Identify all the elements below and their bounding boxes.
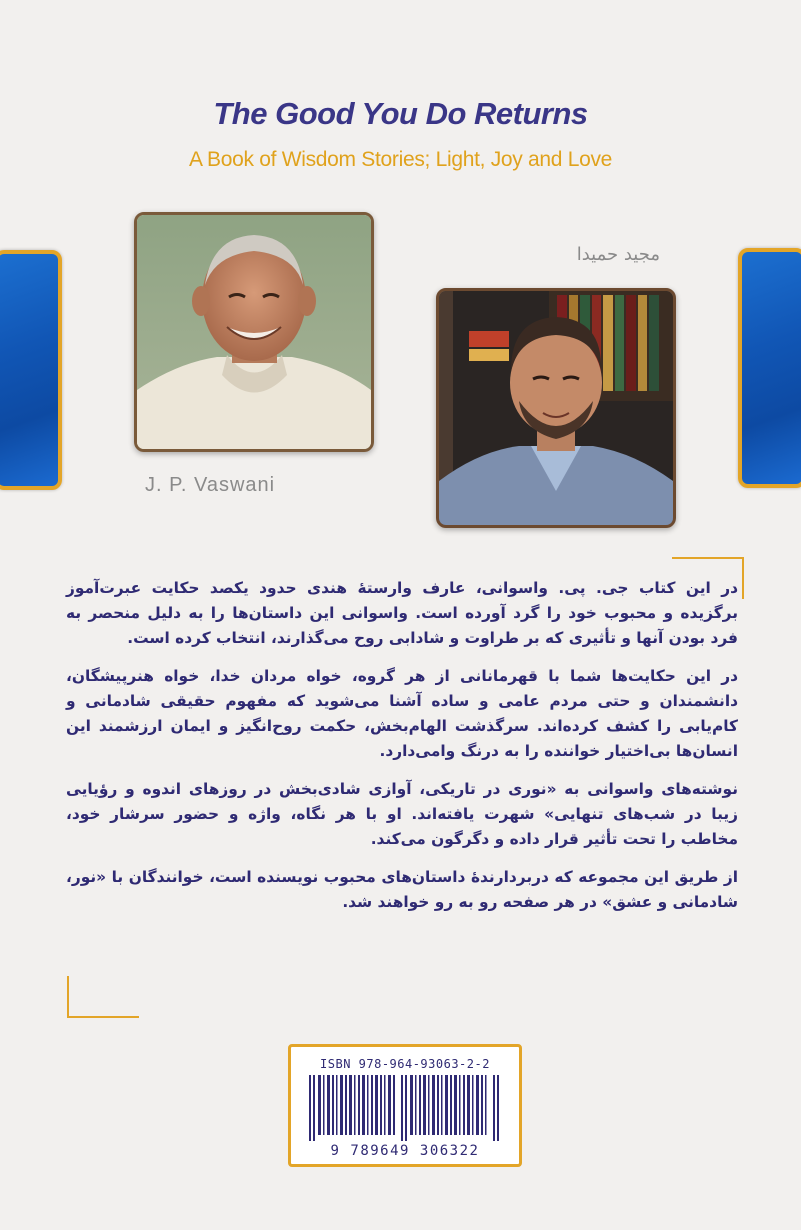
bottom-left-corner-ornament [67, 976, 139, 1018]
description-paragraph-2: در این حکایت‌ها شما با قهرمانانی از هر گروه، خواه مردان خدا، خواه هنرپیشگان، دانشمندان و حتی مردم عامی و ساده آشنا می‌شوید که مفهوم حقیقی شادمانی و کام‌یابی را کشف کرده‌اند. سرگذشت الهام‌بخش، حکمت روح‌انگیز و ایمان ارزشمند این انسان‌ها بی‌اختیار خواننده را به درنگ وامی‌دارد. [66, 667, 738, 760]
right-decorative-tab [738, 248, 801, 488]
translator-photo [436, 288, 676, 528]
left-decorative-tab [0, 250, 62, 490]
author-photo [134, 212, 374, 452]
barcode-box [288, 1044, 522, 1167]
book-description [66, 576, 738, 928]
book-title: The Good You Do Returns [213, 96, 588, 131]
description-paragraph-1: در این کتاب جی. پی. واسوانی، عارف وارستهٔ هندی حدود یکصد حکایت عبرت‌آموز برگزیده و محبوب خود را گرد آورده است. واسوانی این داستان‌ها را به دلیل منحصر به فرد بودن آنها و تأثیری که بر طراوت و شادابی روح می‌گذارند، انتخاب کرده است. [66, 579, 738, 647]
description-paragraph-4: از طریق این مجموعه که دربردارندهٔ داستان‌های محبوب نویسنده است، خوانندگان با «نور، شادمانی و عشق» در هر صفحه رو به رو خواهند شد. [66, 868, 738, 911]
author-name: J. P. Vaswani [145, 474, 276, 496]
book-subtitle: A Book of Wisdom Stories; Light, Joy and Love [188, 148, 613, 171]
barcode-digits: 9 789649 306322 [330, 1143, 480, 1159]
translator-name: مجید حمیدا [576, 244, 660, 265]
description-paragraph-3: نوشته‌های واسوانی به «نوری در تاریکی، آوازی شادی‌بخش در روزهای اندوه و رؤیایی زیبا در شب‌های تنهایی» شهرت یافته‌اند. او با هر نگاه، واژه و حضور سرشار خود، مخاطب را تحت تأثیر قرار داده و دگرگون می‌کند. [66, 780, 738, 848]
barcode-bars [309, 1075, 501, 1141]
isbn-number: ISBN 978-964-93063-2-2 [320, 1057, 490, 1071]
translator-portrait-image [439, 291, 673, 525]
author-portrait-image [137, 215, 371, 449]
